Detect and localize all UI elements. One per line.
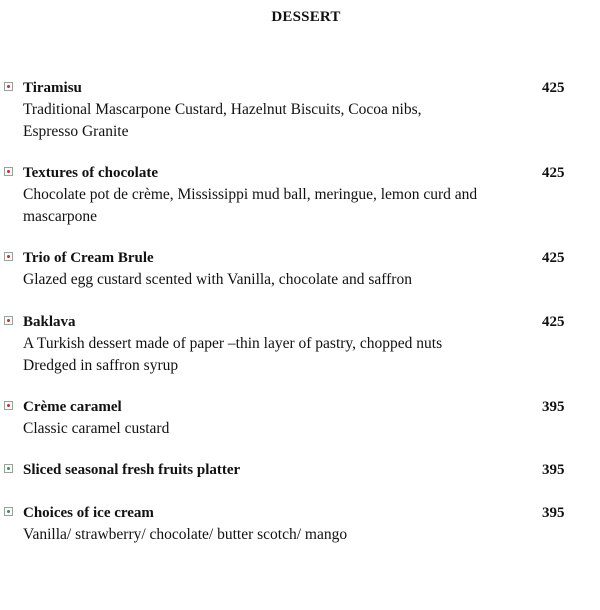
item-name: Tiramisu [23, 80, 82, 96]
item-description-line: mascarpone [23, 208, 98, 225]
item-description-line: Traditional Mascarpone Custard, Hazelnut Biscuits, Cocoa nibs, [23, 101, 422, 118]
non-veg-marker-icon [4, 316, 13, 325]
non-veg-marker-icon [4, 82, 13, 91]
item-description [23, 418, 548, 440]
item-description-line: Espresso Granite [23, 123, 129, 140]
item-description-line: Glazed egg custard scented with Vanilla, chocolate and saffron [23, 271, 412, 288]
item-name: Choices of ice cream [23, 505, 154, 521]
non-veg-marker-icon [4, 401, 13, 410]
item-price: 395 [542, 399, 565, 415]
item-name: Trio of Cream Brule [23, 250, 154, 266]
item-price: 425 [542, 80, 565, 96]
item-price: 425 [542, 314, 565, 330]
veg-marker-icon [4, 507, 13, 516]
item-name: Baklava [23, 314, 76, 330]
item-description-line: A Turkish dessert made of paper –thin layer of pastry, chopped nuts [23, 335, 443, 352]
veg-marker-icon [4, 464, 13, 473]
item-price: 395 [542, 505, 565, 521]
item-description-line: Dredged in saffron syrup [23, 357, 179, 374]
item-description-line: Classic caramel custard [23, 420, 170, 437]
item-description [23, 184, 548, 228]
item-price: 395 [542, 462, 565, 478]
item-description [23, 524, 548, 546]
item-name: Textures of chocolate [23, 165, 158, 181]
item-name: Sliced seasonal fresh fruits platter [23, 462, 241, 478]
item-name: Crème caramel [23, 399, 122, 415]
item-description-line: Vanilla/ strawberry/ chocolate/ butter scotch/ mango [23, 526, 348, 543]
non-veg-marker-icon [4, 252, 13, 261]
item-description [23, 269, 548, 291]
item-description-line: Chocolate pot de crème, Mississippi mud ball, meringue, lemon curd and [23, 186, 478, 203]
item-description [23, 99, 548, 143]
item-price: 425 [542, 250, 565, 266]
non-veg-marker-icon [4, 167, 13, 176]
item-description [23, 333, 548, 377]
page-title: DESSERT [271, 9, 341, 25]
item-price: 425 [542, 165, 565, 181]
